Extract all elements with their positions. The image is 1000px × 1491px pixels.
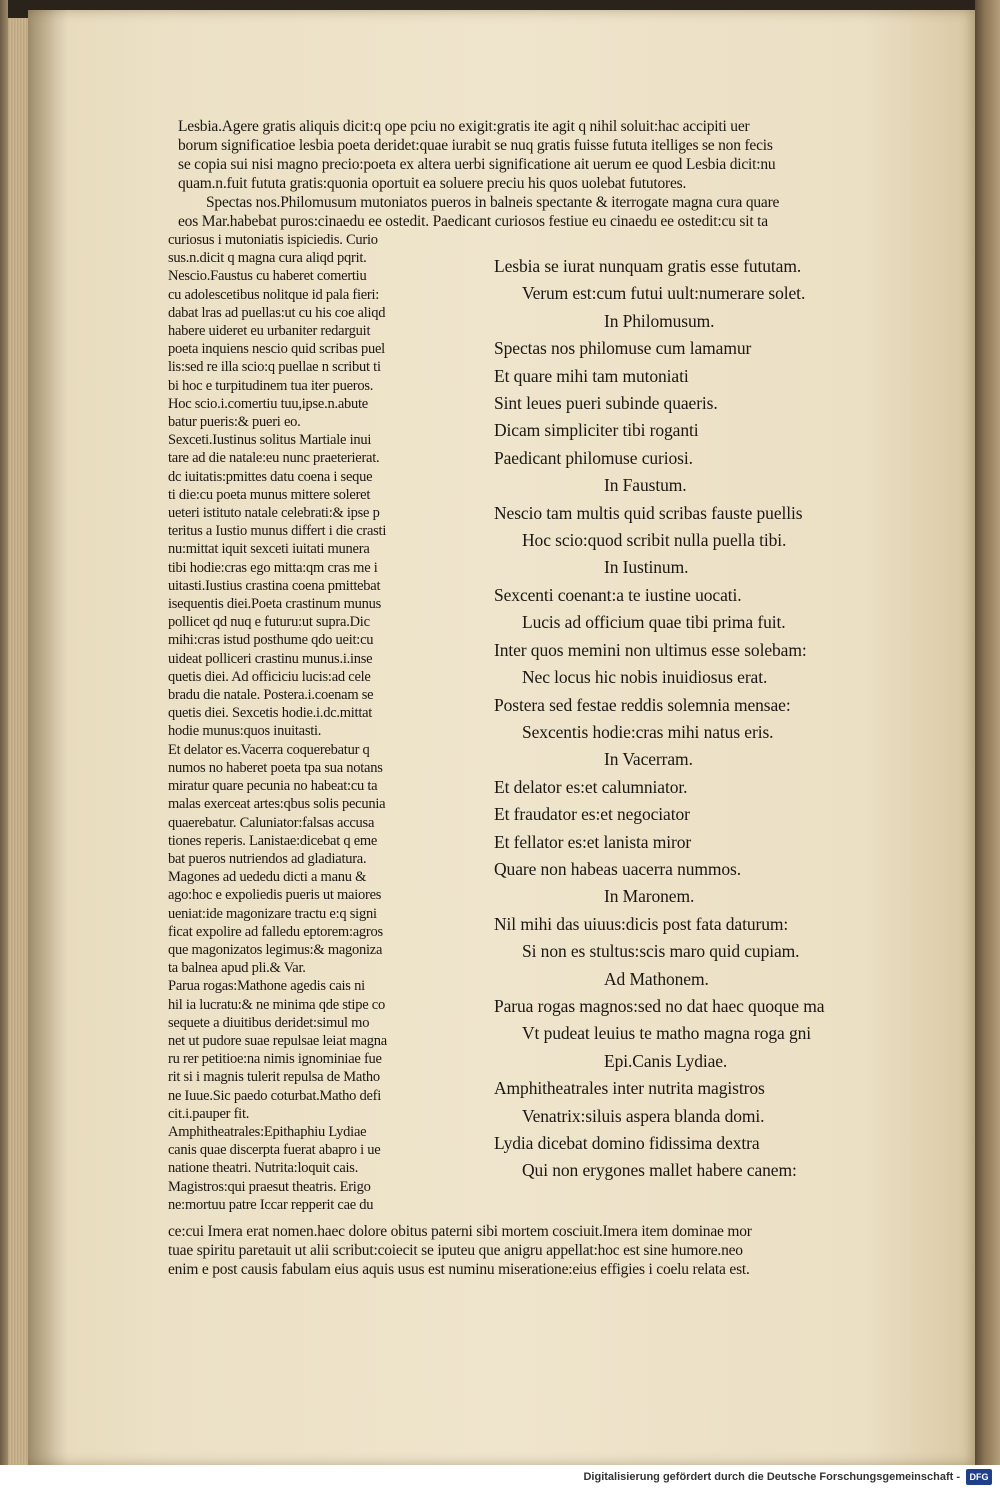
poem-line: Epi.Canis Lydiae. xyxy=(604,1050,728,1071)
commentary-line: enim e post causis fabulam eius aquis usus est numinu miseratione:eius effigies i coelu relata est. xyxy=(168,1261,750,1278)
commentary-line: ne Iuue.Sic paedo coturbat.Matho defi xyxy=(168,1087,382,1104)
commentary-column xyxy=(168,231,478,1214)
poem-line: Quare non habeas uacerra nummos. xyxy=(494,858,742,879)
commentary-line: teritus a Iustio munus differt i die crasti xyxy=(168,523,387,540)
poem-line: Sint leues pueri subinde quaeris. xyxy=(494,393,718,414)
commentary-line: ru rer petitioe:na nimis ignominiae fue xyxy=(168,1051,382,1068)
commentary-line: tare ad die natale:eu nunc praeterierat. xyxy=(168,450,380,467)
poem-line: Dicam simpliciter tibi roganti xyxy=(494,420,699,441)
poem-line: Sexcentis hodie:cras mihi natus eris. xyxy=(522,721,774,742)
commentary-line: quam.n.fuit fututa gratis:quonia oportuit ea soluere preciu his quos uolebat fututores. xyxy=(178,175,687,192)
commentary-line: eos Mar.habebat puros:cinaedu ee ostedit. Paedicant curiosos festiue eu cinaedu ee ostedit:cu sit ta xyxy=(178,213,768,230)
commentary-line: ago:hoc e expoliedis pueris ut maiores xyxy=(168,887,382,904)
commentary-line: batur pueris:& pueri eo. xyxy=(168,414,301,431)
commentary-line: natione theatri. Nutrita:loquit cais. xyxy=(168,1160,359,1177)
poem-line: Et delator es:et calumniator. xyxy=(494,776,688,797)
poem-line: Qui non erygones mallet habere canem: xyxy=(522,1160,797,1181)
poem-line: Amphitheatrales inter nutrita magistros xyxy=(494,1078,765,1099)
commentary-line: dabat lras ad puellas:ut cu his coe aliqd xyxy=(168,304,386,321)
commentary-line: hodie munus:quos inuitasti. xyxy=(168,723,322,740)
commentary-line: bat pueros nutriendos ad gladiatura. xyxy=(168,850,367,867)
facing-page-edge xyxy=(975,0,1000,1465)
poem-line: Nec locus hic nobis inuidiosus erat. xyxy=(522,667,768,688)
commentary-line: Amphitheatrales:Epithaphiu Lydiae xyxy=(168,1123,367,1140)
poem-line: Et fraudator es:et negociator xyxy=(494,804,690,825)
commentary-line: Lesbia.Agere gratis aliquis dicit:q ope pciu no exigit:gratis ite agit q nihil soluit:hac accipiti uer xyxy=(178,118,750,135)
commentary-line: numos no haberet poeta tpa sua notans xyxy=(168,759,383,776)
commentary-line: bi hoc e turpitudinem tua iter pueros. xyxy=(168,377,374,394)
footer-bar xyxy=(0,1465,1000,1491)
commentary-line: malas exerceat artes:qbus solis pecunia xyxy=(168,796,386,813)
poem-line: Lydia dicebat domino fidissima dextra xyxy=(494,1133,760,1153)
commentary-line: tiones reperis. Lanistae:dicebat q eme xyxy=(168,832,378,849)
poem-line: In Maronem. xyxy=(604,886,695,907)
commentary-line: uitasti.Iustius crastina coena pmittebat xyxy=(168,577,381,594)
poem-line: In Philomusum. xyxy=(604,310,715,331)
top-commentary-block xyxy=(178,117,913,231)
commentary-line: cit.i.pauper fit. xyxy=(168,1105,250,1122)
commentary-line: pollicet qd nuq e futuru:ut supra.Dic xyxy=(168,614,370,631)
commentary-line: Sexceti.Iustinus solitus Martiale inui xyxy=(168,432,372,449)
commentary-line: tuae spiritu paretauit ut alii scribut:coiecit se iputeu que anigru appellat:hoc est sine humore.neo xyxy=(168,1242,743,1259)
poem-line: In Vacerram. xyxy=(604,749,693,770)
footer-credit: Digitalisierung gefördert durch die Deutsche Forschungsgemeinschaft - xyxy=(583,1471,960,1483)
poem-line: Inter quos memini non ultimus esse solebam: xyxy=(494,639,807,660)
poem-line: Postera sed festae reddis solemnia mensae: xyxy=(494,694,791,715)
commentary-line: ce:cui Imera erat nomen.haec dolore obitus paterni sibi mortem cosciuit.Imera item dominae mor xyxy=(168,1223,752,1240)
commentary-line: ueniat:ide magonizare tractu e:q signi xyxy=(168,905,377,922)
commentary-line: quaerebatur. Caluniator:falsas accusa xyxy=(168,814,375,831)
commentary-line: dc iuitatis:pmittes datu coena i seque xyxy=(168,468,373,485)
commentary-line: ta balnea apud pli.& Var. xyxy=(168,960,306,977)
poem-line: Lesbia se iurat nunquam gratis esse fututam. xyxy=(494,256,802,276)
book-cover-edge xyxy=(0,0,8,1465)
commentary-line: cu adolescetibus nolitque id pala fieri: xyxy=(168,286,380,303)
commentary-line: quetis diei. Ad officiciu lucis:ad cele xyxy=(168,668,371,685)
commentary-line: mihi:cras istud posthume qdo ueit:cu xyxy=(168,632,374,649)
commentary-line: tibi hodie:cras ego mitta:qm cras me i xyxy=(168,559,378,576)
commentary-line: nu:mittat iquit sexceti iuitati munera xyxy=(168,541,370,558)
commentary-line: hil ia lucratu:& ne minima qde stipe co xyxy=(168,996,385,1013)
commentary-line: ficat expolire ad falledu eptorem:agros xyxy=(168,923,383,940)
poem-line: Parua rogas magnos:sed no dat haec quoque ma xyxy=(494,995,825,1016)
poem-line: Nescio tam multis quid scribas fauste puellis xyxy=(494,502,803,523)
commentary-line: Magones ad uededu dicti a manu & xyxy=(168,869,367,886)
poem-line: Venatrix:siluis aspera blanda domi. xyxy=(522,1105,765,1126)
poem-line: Ad Mathonem. xyxy=(604,968,709,989)
commentary-line: ti die:cu poeta munus mittere soleret xyxy=(168,486,371,503)
commentary-line: uideat polliceri crastinu munus.i.inse xyxy=(168,650,373,667)
commentary-line: Spectas nos.Philomusum mutoniatos pueros in balneis spectante & iterrogate magna cura quare xyxy=(206,194,780,211)
commentary-line: sus.n.dicit q magna cura aliqd pqrit. xyxy=(168,250,367,267)
poem-line: Nil mihi das uiuus:dicis post fata daturum: xyxy=(494,913,789,934)
commentary-line: Parua rogas:Mathone agedis cais ni xyxy=(168,978,365,995)
commentary-line: Et delator es.Vacerra coquerebatur q xyxy=(168,741,370,758)
commentary-line: habere uideret eu urbaniter redarguit xyxy=(168,323,371,340)
commentary-line: rit si i magnis tulerit repulsa de Matho xyxy=(168,1069,380,1086)
commentary-line: sequete a diuitibus deridet:simul mo xyxy=(168,1014,370,1031)
commentary-line: ne:mortuu patre Iccar repperit cae du xyxy=(168,1196,374,1213)
poem-line: Paedicant philomuse curiosi. xyxy=(494,447,693,468)
commentary-line: Nescio.Faustus cu haberet comertiu xyxy=(168,268,367,285)
commentary-line: bradu die natale. Postera.i.coenam se xyxy=(168,687,374,704)
poem-line: Spectas nos philomuse cum lamamur xyxy=(494,338,752,359)
commentary-line: net ut pudore suae repulsae leiat magna xyxy=(168,1032,387,1049)
poem-line: Verum est:cum futui uult:numerare solet. xyxy=(522,283,806,304)
commentary-line: ueteri istituto natale celebrati:& ipse p xyxy=(168,505,380,522)
commentary-line: que magonizatos legimus:& magoniza xyxy=(168,941,383,958)
poem-line: Sexcenti coenant:a te iustine uocati. xyxy=(494,584,742,605)
commentary-line: se copia sui nisi magno precio:poeta ex altera uerbi significatione ait uerum ee quod Lesbia dicit:nu xyxy=(178,156,776,173)
commentary-line: poeta inquiens nescio quid scribas puel xyxy=(168,341,385,358)
commentary-line: canis quae discerpta fuerat abapro i ue xyxy=(168,1142,381,1159)
poem-line: Vt pudeat leuius te matho magna roga gni xyxy=(522,1023,812,1044)
poem-line: Lucis ad officium quae tibi prima fuit. xyxy=(522,612,786,633)
poem-line: In Faustum. xyxy=(604,475,687,496)
commentary-line: Hoc scio.i.comertiu tuu,ipse.n.abute xyxy=(168,395,368,412)
poem-line: Et fellator es:et lanista miror xyxy=(494,831,692,852)
commentary-line: isequentis diei.Poeta crastinum munus xyxy=(168,596,382,613)
poem-line: Hoc scio:quod scribit nulla puella tibi. xyxy=(522,530,787,551)
poem-column xyxy=(494,253,879,1185)
gutter-shadow xyxy=(28,10,68,1465)
commentary-line: quetis diei. Sexcetis hodie.i.dc.mittat xyxy=(168,705,373,722)
poem-line: Si non es stultus:scis maro quid cupiam. xyxy=(522,941,800,962)
poem-line: In Iustinum. xyxy=(604,557,689,578)
commentary-line: Magistros:qui praesut theatris. Erigo xyxy=(168,1178,371,1195)
commentary-line: curiosus i mutoniatis ispiciedis. Curio xyxy=(168,232,378,248)
commentary-line: miratur quare pecunia no habeat:cu ta xyxy=(168,778,378,795)
commentary-line: borum significatioe lesbia poeta deridet:quae iurabit se nuq gratis fuisse fututa itelliges se non fecis xyxy=(178,137,773,154)
poem-line: Et quare mihi tam mutoniati xyxy=(494,365,689,386)
commentary-line: lis:sed re illa scio:q puellae n scribut ti xyxy=(168,359,381,376)
dfg-logo: DFG xyxy=(966,1469,992,1485)
bottom-commentary-block xyxy=(168,1222,913,1279)
